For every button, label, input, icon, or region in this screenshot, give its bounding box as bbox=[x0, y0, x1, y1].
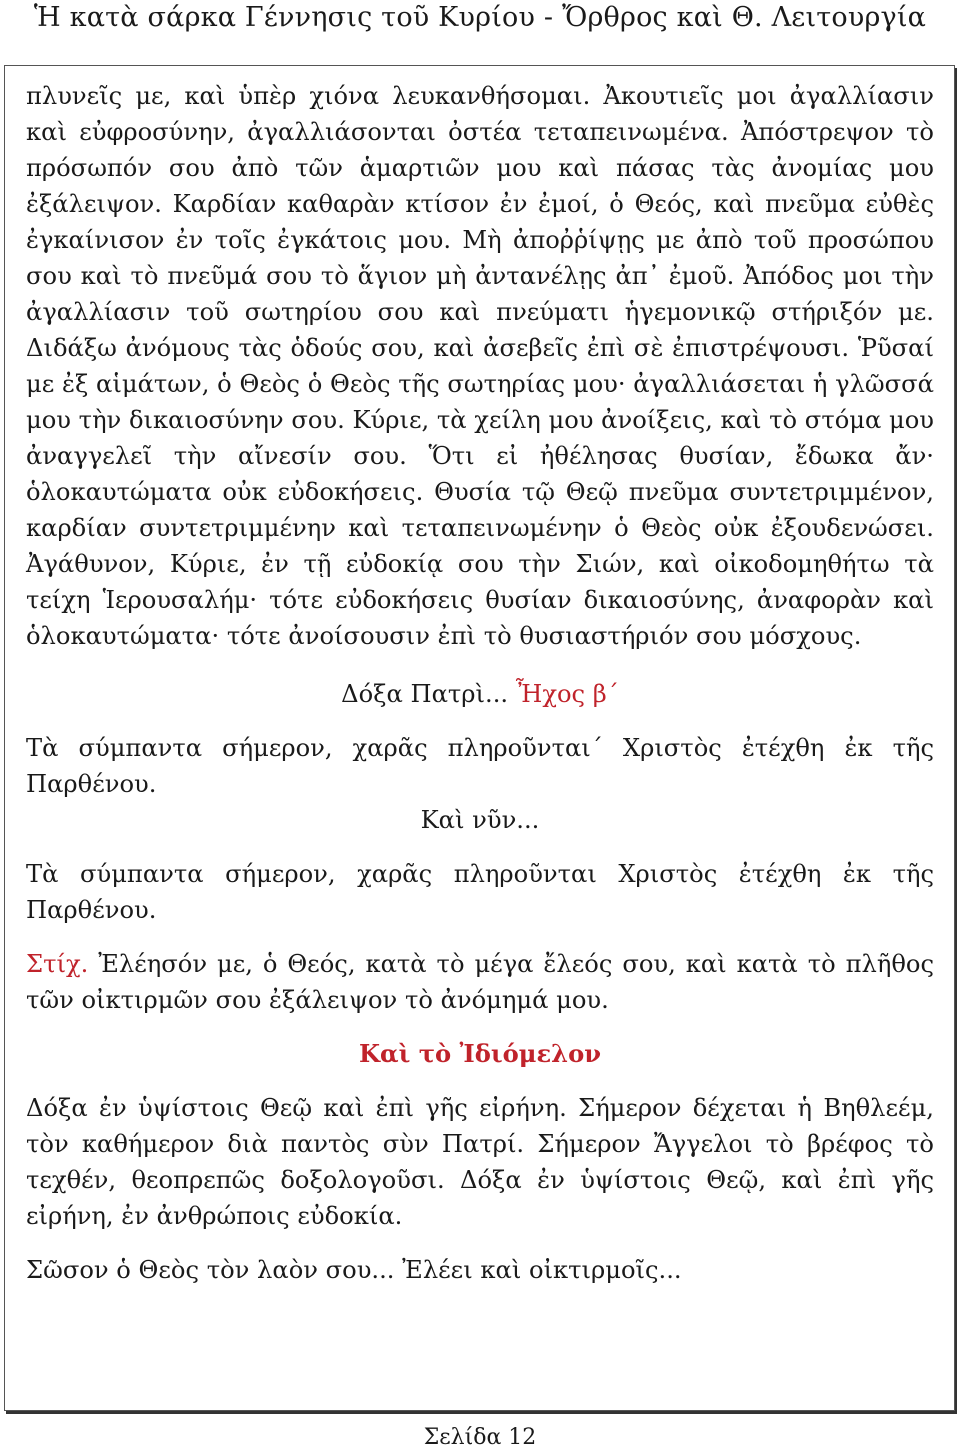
kai-nyn-heading: Καὶ νῦν... bbox=[420, 806, 540, 834]
stich-text: Ἐλέησόν με, ὁ Θεός, κατὰ τὸ μέγα ἔλεός σου, καὶ κατὰ τὸ πλῆθος τῶν οἰκτιρμῶν σου ἐξάλειψον τὸ ἀνόμημά μου. bbox=[26, 950, 934, 1014]
stich-verse bbox=[26, 946, 934, 1018]
troparion-second: Τὰ σύμπαντα σήμερον, χαρᾶς πληροῦνται Χριστὸς ἐτέχθη ἐκ τῆς Παρθένου. bbox=[26, 860, 934, 924]
doxa-heading bbox=[26, 676, 934, 712]
running-header: Ἡ κατὰ σάρκα Γέννησις τοῦ Κυρίου - Ὄρθρος καὶ Θ. Λειτουργία bbox=[33, 2, 927, 33]
psalm-text: πλυνεῖς με, καὶ ὑπὲρ χιόνα λευκανθήσομαι. Ἀκουτιεῖς μοι ἀγαλλίασιν καὶ εὐφροσύνην, ἀγαλλιάσονται ὀστέα τεταπεινωμένα. Ἀπόστρεψον τὸ πρόσωπόν σου ἀπὸ τῶν ἁμαρτιῶν μου καὶ πάσας τὰς ἀνομίας μου ἐξάλειψον. Καρδίαν καθαρὰν κτίσον ἐν ἐμοί, ὁ Θεός, καὶ πνεῦμα εὐθὲς ἐγκαίνισον ἐν τοῖς ἐγκάτοις μου. Μὴ ἀποῤῥίψῃς με ἀπὸ τοῦ προσώπου σου καὶ τὸ πνεῦμά σου τὸ ἅγιον μὴ ἀντανέλῃς ἀπ᾿ ἐμοῦ. Ἀπόδος μοι τὴν ἀγαλλίασιν τοῦ σωτηρίου σου καὶ πνεύματι ἡγεμονικῷ στήριξόν με. Διδάξω ἀνόμους τὰς ὁδούς σου, καὶ ἀσεβεῖς ἐπὶ σὲ ἐπιστρέψουσι. Ῥῦσαί με ἐξ αἱμάτων, ὁ Θεὸς ὁ Θεὸς τῆς σωτηρίας μου· ἀγαλλιάσεται ἡ γλῶσσά μου τὴν δικαιοσύνην σου. Κύριε, τὰ χείλη μου ἀνοίξεις, καὶ τὸ στόμα μου ἀναγγελεῖ τὴν αἴνεσίν σου. Ὅτι εἰ ἠθέλησας θυσίαν, ἔδωκα ἄν· ὁλοκαυτώματα οὐκ εὐδοκήσεις. Θυσία τῷ Θεῷ πνεῦμα συντετριμμένον, καρδίαν συντετριμμένην καὶ τεταπεινωμένην ὁ Θεὸς οὐκ ἐξουδενώσει. Ἀγάθυνον, Κύριε, ἐν τῇ εὐδοκίᾳ σου τὴν Σιών, καὶ οἰκοδομηθήτω τὰ τείχη Ἱερουσαλήμ· τότε εὐδοκήσεις θυσίαν δικαιοσύνης, ἀναφορὰν καὶ ὁλοκαυτώματα· τότε ἀνοίσουσιν ἐπὶ τὸ θυσιαστήριόν σου μόσχους. bbox=[26, 82, 934, 650]
page-number: Σελίδα 12 bbox=[423, 1425, 537, 1450]
page-content bbox=[26, 78, 934, 1288]
troparion-first: Τὰ σύμπαντα σήμερον, χαρᾶς πληροῦνται΄ Χριστὸς ἐτέχθη ἐκ τῆς Παρθένου. bbox=[26, 734, 934, 798]
stich-label: Στίχ. bbox=[26, 950, 89, 978]
doxa-text: Δόξα Πατρὶ... bbox=[341, 680, 509, 708]
tone-label: Ἦχος β΄ bbox=[515, 680, 619, 708]
closing-line: Σῶσον ὁ Θεὸς τὸν λαὸν σου... Ἐλέει καὶ οἰκτιρμοῖς... bbox=[26, 1256, 682, 1284]
idiomelon-text: Δόξα ἐν ὑψίστοις Θεῷ καὶ ἐπὶ γῆς εἰρήνη. Σήμερον δέχεται ἡ Βηθλεέμ, τὸν καθήμερον διὰ παντὸς σὺν Πατρί. Σήμερον Ἄγγελοι τὸ βρέφος τὸ τεχθέν, θεοπρεπῶς δοξολογοῦσι. Δόξα ἐν ὑψίστοις Θεῷ, καὶ ἐπὶ γῆς εἰρήνη, ἐν ἀνθρώποις εὐδοκία. bbox=[26, 1094, 934, 1230]
idiomelon-heading: Καὶ τὸ Ἰδιόμελον bbox=[358, 1039, 602, 1068]
